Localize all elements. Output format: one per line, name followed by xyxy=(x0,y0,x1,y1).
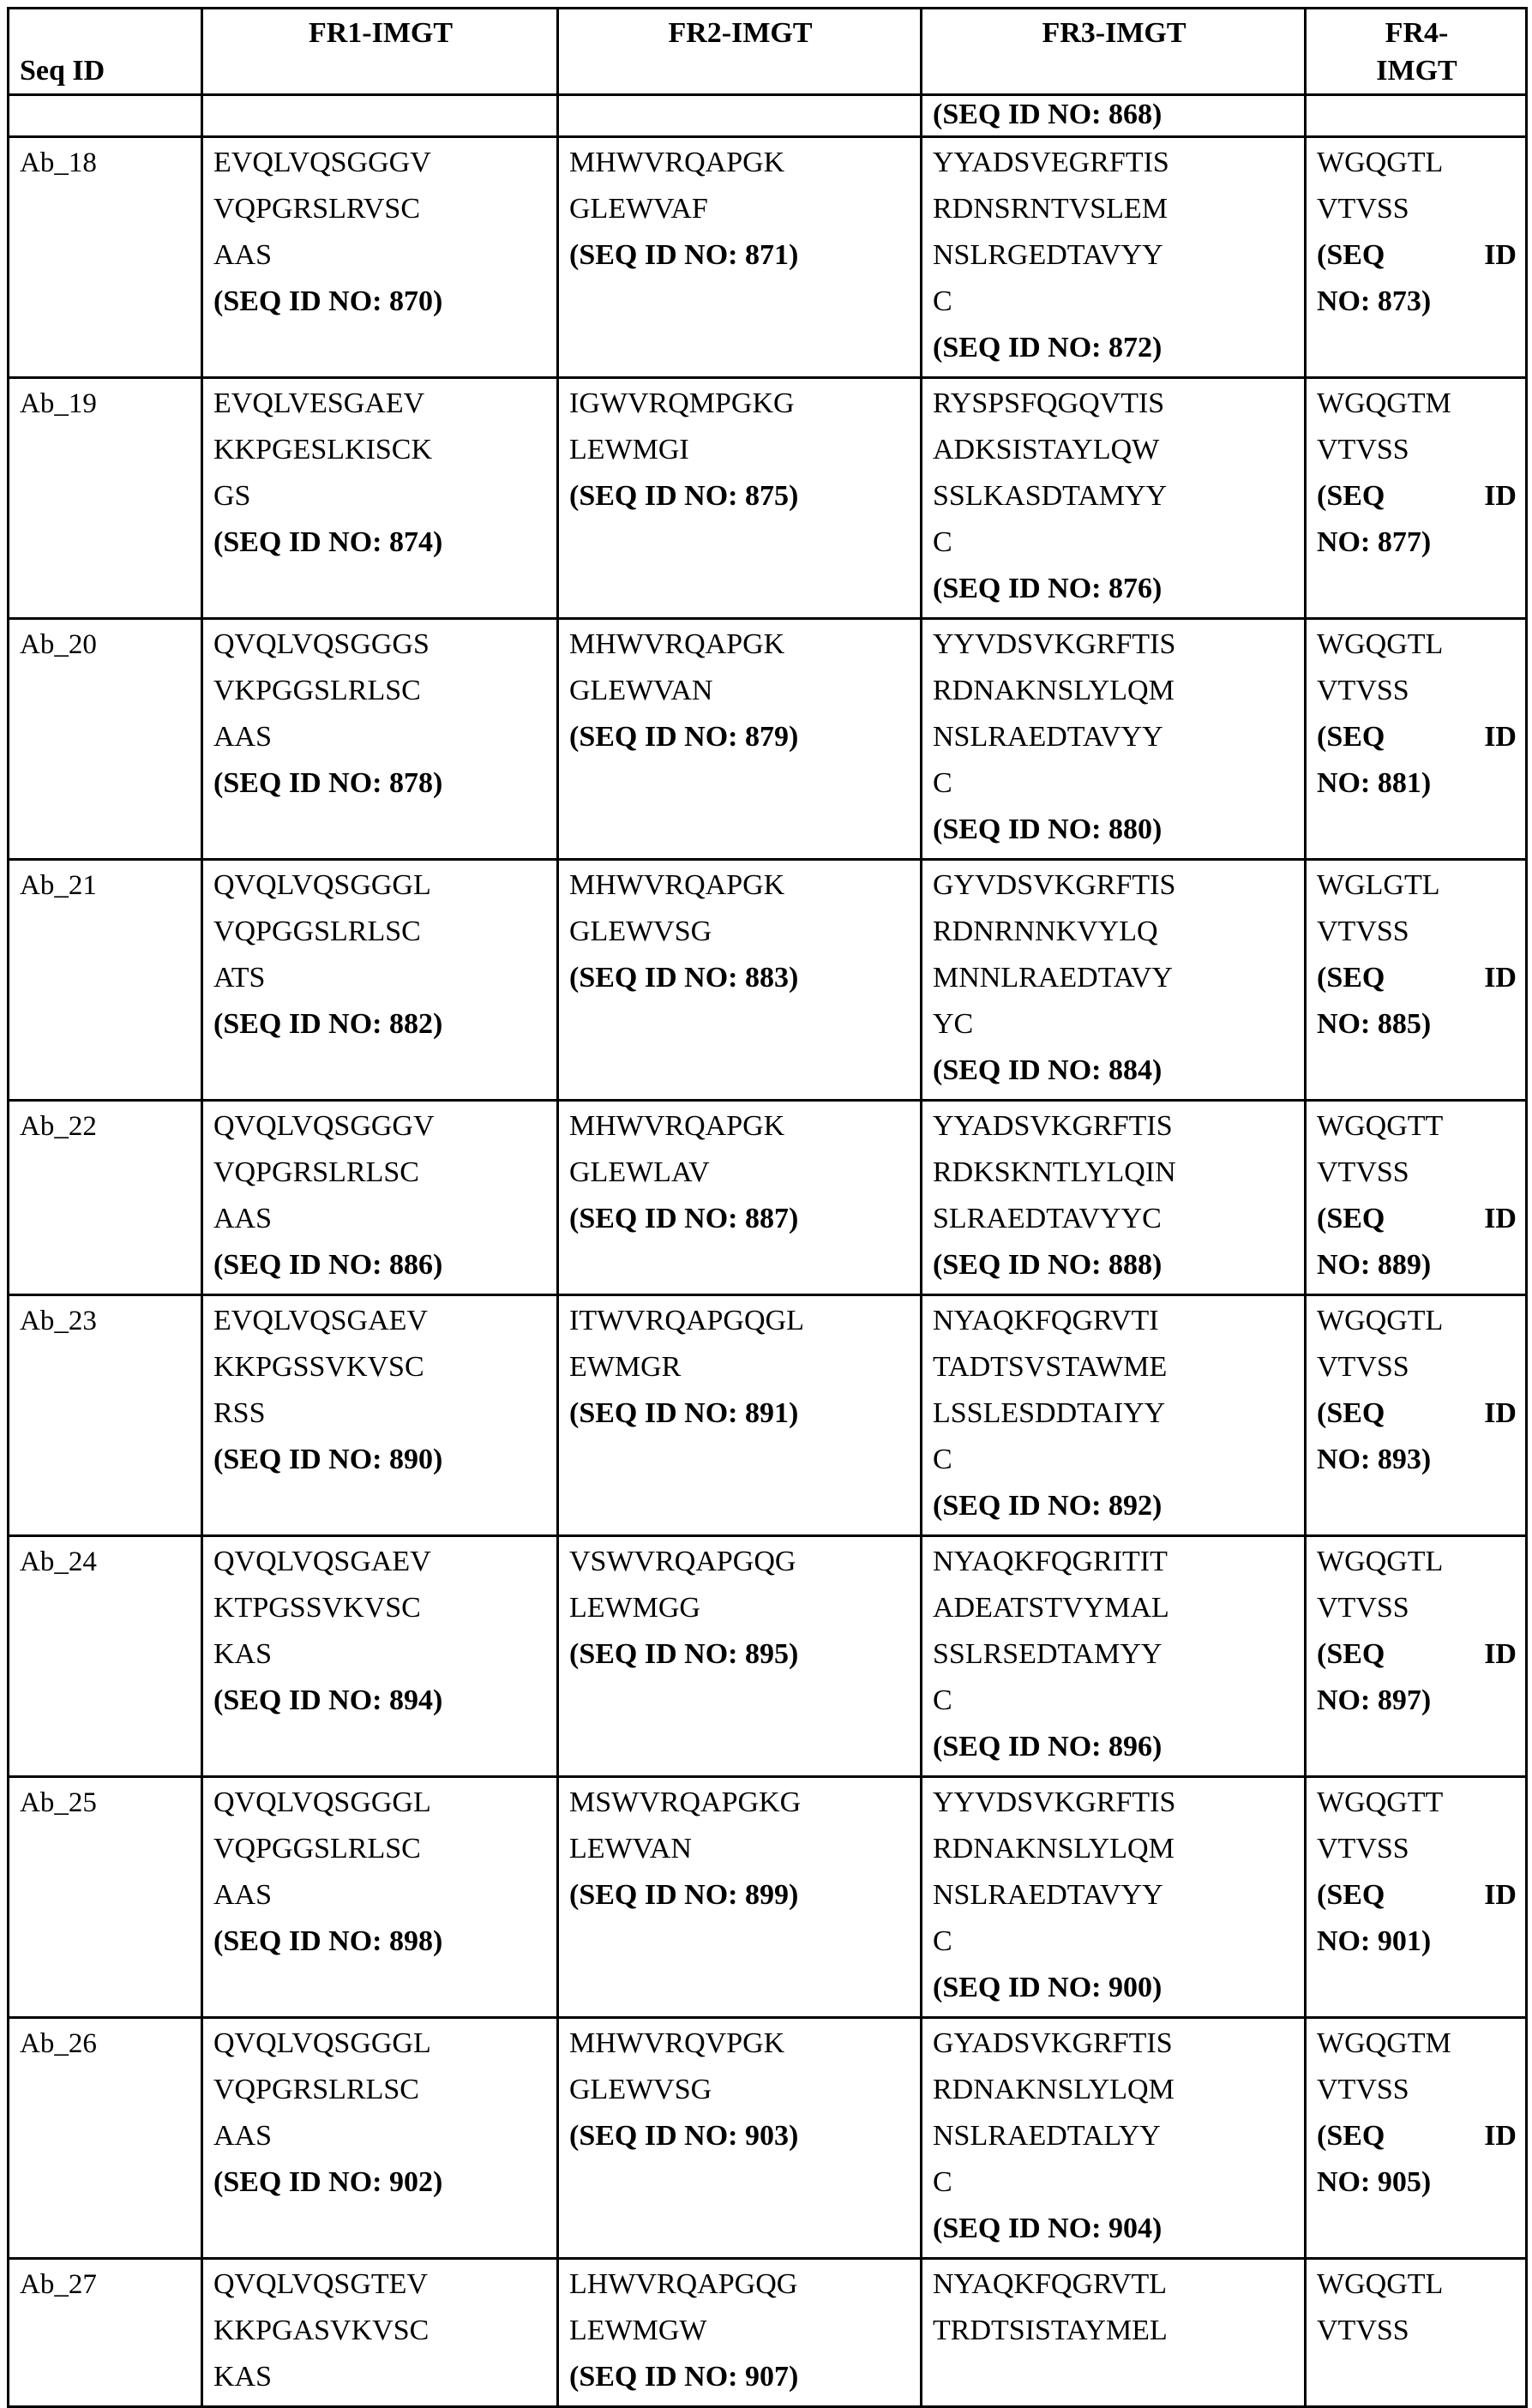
sequence-line: C xyxy=(933,526,952,558)
sequence-line: LEWVAN xyxy=(569,1833,692,1865)
fr1-cell xyxy=(202,2018,558,2259)
seq-id-no-line: (SEQ ID NO: 890) xyxy=(213,1444,443,1475)
seq-id-no-line: (SEQ ID NO: 904) xyxy=(933,2213,1163,2244)
sequence-line: EVQLVQSGAEV xyxy=(213,1305,428,1336)
sequence-line: EVQLVESGAEV xyxy=(213,387,425,419)
sequence-line: WGQGTM xyxy=(1317,387,1451,419)
sequence-line: MSWVRQAPGKG xyxy=(569,1786,802,1818)
fr3-cell xyxy=(922,1536,1306,1777)
sequence-line: GLEWVSG xyxy=(569,2074,712,2105)
sequence-line: TADTSVSTAWME xyxy=(933,1351,1168,1383)
sequence-line: VQPGGSLRLSC xyxy=(213,916,421,947)
fr2-cell xyxy=(558,95,922,137)
header-row xyxy=(9,9,1527,95)
sequence-line: GLEWVSG xyxy=(569,916,712,947)
sequence-line: RDKSKNTLYLQIN xyxy=(933,1156,1176,1188)
antibody-id: Ab_27 xyxy=(20,2269,97,2300)
fr4-cell xyxy=(1306,95,1527,137)
sequence-line: LSSLESDDTAIYY xyxy=(933,1397,1166,1429)
sequence-line: SLRAEDTAVYYC xyxy=(933,1203,1162,1234)
sequence-line: GLEWVAN xyxy=(569,675,713,706)
seq-id-no-line: (SEQ ID NO: 872) xyxy=(933,332,1163,363)
seq-id-no-line xyxy=(1317,232,1517,279)
sequence-line: VTVSS xyxy=(1317,434,1409,465)
fr2-cell xyxy=(558,619,922,860)
seq-id-no-fragment: ID xyxy=(1484,721,1517,753)
table-row xyxy=(9,2018,1527,2259)
seq-id-no-fragment: (SEQ xyxy=(1317,1879,1385,1911)
seq-id-no-line: NO: 881) xyxy=(1317,767,1432,799)
fr3-cell xyxy=(922,378,1306,619)
column-header-fr1 xyxy=(202,9,558,95)
seq-id-no-fragment: ID xyxy=(1484,2120,1517,2152)
table-row xyxy=(9,1101,1527,1295)
seq-id-no-line: (SEQ ID NO: 878) xyxy=(213,767,443,799)
fr4-cell xyxy=(1306,2259,1527,2407)
table-row xyxy=(9,2259,1527,2407)
seq-id-cell xyxy=(9,860,202,1101)
sequence-line: MHWVRQAPGK xyxy=(569,147,785,178)
sequence-line: MHWVRQVPGK xyxy=(569,2027,785,2059)
sequence-line: KKPGESLKISCK xyxy=(213,434,433,465)
seq-id-no-line: NO: 877) xyxy=(1317,526,1432,558)
sequence-line: KTPGSSVKVSC xyxy=(213,1592,421,1624)
seq-id-no-line xyxy=(1317,1390,1517,1437)
sequence-line: VKPGGSLRLSC xyxy=(213,675,421,706)
sequence-line: VTVSS xyxy=(1317,2074,1409,2105)
seq-id-no-fragment: ID xyxy=(1484,239,1517,271)
sequence-line: QVQLVQSGGGL xyxy=(213,869,431,901)
sequence-line: NSLRAEDTAVYY xyxy=(933,1879,1163,1911)
sequence-line: IGWVRQMPGKG xyxy=(569,387,795,419)
sequence-line: RDNAKNSLYLQM xyxy=(933,2074,1175,2105)
fr3-cell xyxy=(922,137,1306,378)
seq-id-no-line xyxy=(1317,714,1517,760)
sequence-line: RDNRNNKVYLQ xyxy=(933,916,1158,947)
seq-id-no-line: (SEQ ID NO: 880) xyxy=(933,814,1163,845)
sequence-line: VQPGGSLRLSC xyxy=(213,1833,421,1865)
table-row xyxy=(9,1777,1527,2018)
seq-id-no-line: (SEQ ID NO: 907) xyxy=(569,2361,799,2393)
sequence-line: QVQLVQSGGGL xyxy=(213,2027,431,2059)
seq-id-no-line: (SEQ ID NO: 899) xyxy=(569,1879,799,1911)
sequence-line: WGQGTT xyxy=(1317,1110,1444,1142)
antibody-id: Ab_22 xyxy=(20,1111,97,1142)
sequence-line: WGQGTM xyxy=(1317,2027,1451,2059)
sequence-line: YYVDSVKGRFTIS xyxy=(933,1786,1176,1818)
sequence-line: C xyxy=(933,285,952,317)
seq-id-no-line xyxy=(1317,473,1517,519)
sequence-line: C xyxy=(933,767,952,799)
sequence-line: AAS xyxy=(213,239,273,271)
sequence-line: GYVDSVKGRFTIS xyxy=(933,869,1176,901)
seq-id-no-fragment: ID xyxy=(1484,1203,1517,1234)
seq-id-cell xyxy=(9,2018,202,2259)
seq-id-no-line: (SEQ ID NO: 874) xyxy=(213,526,443,558)
seq-id-no-line: NO: 885) xyxy=(1317,1008,1432,1040)
fr3-cell xyxy=(922,1101,1306,1295)
sequence-line: MHWVRQAPGK xyxy=(569,1110,785,1142)
sequence-line: LEWMGI xyxy=(569,434,689,465)
seq-id-no-fragment: (SEQ xyxy=(1317,239,1385,271)
sequence-line: QVQLVQSGTEV xyxy=(213,2268,428,2300)
sequence-line: AAS xyxy=(213,1203,273,1234)
antibody-id: Ab_20 xyxy=(20,629,97,660)
sequence-table xyxy=(7,7,1528,2408)
fr1-cell xyxy=(202,137,558,378)
seq-id-no-line xyxy=(1317,1196,1517,1242)
fr4-cell xyxy=(1306,860,1527,1101)
seq-id-no-line: (SEQ ID NO: 868) xyxy=(933,99,1163,130)
sequence-line: WGQGTL xyxy=(1317,1305,1444,1336)
fr3-cell xyxy=(922,619,1306,860)
sequence-line: ADKSISTAYLQW xyxy=(933,434,1160,465)
seq-id-cell xyxy=(9,378,202,619)
fr4-cell xyxy=(1306,2018,1527,2259)
seq-id-no-line: (SEQ ID NO: 898) xyxy=(213,1925,443,1957)
seq-id-cell xyxy=(9,137,202,378)
sequence-line: RDNAKNSLYLQM xyxy=(933,675,1175,706)
antibody-id: Ab_21 xyxy=(20,870,97,901)
fr4-cell xyxy=(1306,1536,1527,1777)
sequence-line: C xyxy=(933,1684,952,1716)
column-header-fr3 xyxy=(922,9,1306,95)
seq-id-no-fragment: (SEQ xyxy=(1317,1638,1385,1670)
seq-id-cell xyxy=(9,1536,202,1777)
seq-id-no-line: (SEQ ID NO: 875) xyxy=(569,480,799,512)
seq-id-no-line: (SEQ ID NO: 871) xyxy=(569,239,799,271)
sequence-line: NSLRAEDTALYY xyxy=(933,2120,1161,2152)
seq-id-no-fragment: (SEQ xyxy=(1317,1203,1385,1234)
column-header-seq-id xyxy=(9,9,202,95)
fr4-cell xyxy=(1306,1101,1527,1295)
fr4-cell xyxy=(1306,137,1527,378)
sequence-line: VTVSS xyxy=(1317,675,1409,706)
fr1-cell xyxy=(202,378,558,619)
fr2-cell xyxy=(558,1536,922,1777)
seq-id-no-line: (SEQ ID NO: 892) xyxy=(933,1490,1163,1522)
seq-id-cell xyxy=(9,1101,202,1295)
sequence-line: VTVSS xyxy=(1317,1351,1409,1383)
antibody-id: Ab_18 xyxy=(20,147,97,178)
fr3-cell xyxy=(922,95,1306,137)
table-body xyxy=(9,95,1527,2407)
table-header xyxy=(9,9,1527,95)
sequence-line: VTVSS xyxy=(1317,1156,1409,1188)
seq-id-no-fragment: (SEQ xyxy=(1317,480,1385,512)
fr1-cell xyxy=(202,1101,558,1295)
seq-id-no-line: (SEQ ID NO: 870) xyxy=(213,285,443,317)
seq-id-no-fragment: (SEQ xyxy=(1317,2120,1385,2152)
seq-id-no-line: NO: 901) xyxy=(1317,1925,1432,1957)
fr3-cell xyxy=(922,2259,1306,2407)
fr2-cell xyxy=(558,2259,922,2407)
antibody-id: Ab_23 xyxy=(20,1306,97,1336)
sequence-line: WGQGTL xyxy=(1317,2268,1444,2300)
sequence-line: YC xyxy=(933,1008,974,1040)
sequence-line: VTVSS xyxy=(1317,1833,1409,1865)
sequence-line: C xyxy=(933,2166,952,2198)
seq-id-no-line: (SEQ ID NO: 894) xyxy=(213,1684,443,1716)
sequence-line: WGQGTL xyxy=(1317,1546,1444,1577)
antibody-id: Ab_19 xyxy=(20,388,97,419)
sequence-line: VQPGRSLRVSC xyxy=(213,193,421,225)
fr3-cell xyxy=(922,1777,1306,2018)
sequence-line: GLEWLAV xyxy=(569,1156,710,1188)
sequence-line: QVQLVQSGGGS xyxy=(213,628,430,660)
sequence-line: NYAQKFQGRITIT xyxy=(933,1546,1168,1577)
sequence-line: VTVSS xyxy=(1317,2315,1409,2346)
sequence-line: C xyxy=(933,1444,952,1475)
sequence-line: LEWMGG xyxy=(569,1592,700,1624)
sequence-line: RYSPSFQGQVTIS xyxy=(933,387,1165,419)
fr2-cell xyxy=(558,1777,922,2018)
sequence-line: VTVSS xyxy=(1317,1592,1409,1624)
fr3-cell xyxy=(922,2018,1306,2259)
seq-id-no-line: NO: 873) xyxy=(1317,285,1432,317)
seq-id-no-line: NO: 893) xyxy=(1317,1444,1432,1475)
sequence-line: GYADSVKGRFTIS xyxy=(933,2027,1173,2059)
table-row xyxy=(9,860,1527,1101)
sequence-line: AAS xyxy=(213,1879,273,1911)
seq-id-cell xyxy=(9,1777,202,2018)
sequence-line: VTVSS xyxy=(1317,193,1409,225)
fr2-cell xyxy=(558,2018,922,2259)
sequence-line: AAS xyxy=(213,2120,273,2152)
sequence-line: C xyxy=(933,1925,952,1957)
fr1-cell xyxy=(202,1295,558,1536)
seq-id-no-line: NO: 897) xyxy=(1317,1684,1432,1716)
column-header-line: FR3-IMGT xyxy=(1042,17,1187,49)
seq-id-no-line: (SEQ ID NO: 882) xyxy=(213,1008,443,1040)
seq-id-no-line: (SEQ ID NO: 888) xyxy=(933,1249,1163,1281)
fr1-cell xyxy=(202,860,558,1101)
fr2-cell xyxy=(558,860,922,1101)
sequence-line: QVQLVQSGGGV xyxy=(213,1110,435,1142)
fr3-cell xyxy=(922,860,1306,1101)
seq-id-cell xyxy=(9,2259,202,2407)
table-row xyxy=(9,137,1527,378)
sequence-line: MNNLRAEDTAVY xyxy=(933,962,1173,994)
antibody-id: Ab_25 xyxy=(20,1787,97,1818)
sequence-line: MHWVRQAPGK xyxy=(569,628,785,660)
seq-id-no-fragment: (SEQ xyxy=(1317,1397,1385,1429)
seq-id-no-line: (SEQ ID NO: 884) xyxy=(933,1054,1163,1086)
sequence-line: RDNSRNTVSLEM xyxy=(933,193,1168,225)
seq-id-no-fragment: (SEQ xyxy=(1317,721,1385,753)
sequence-line: NYAQKFQGRVTI xyxy=(933,1305,1159,1336)
seq-id-cell xyxy=(9,619,202,860)
fr3-cell xyxy=(922,1295,1306,1536)
column-header-line: FR4- xyxy=(1385,17,1449,49)
column-header-line: IMGT xyxy=(1376,55,1457,87)
sequence-line: YYADSVKGRFTIS xyxy=(933,1110,1173,1142)
sequence-line: KAS xyxy=(213,2361,273,2393)
sequence-line: KAS xyxy=(213,1638,273,1670)
fr1-cell xyxy=(202,1777,558,2018)
sequence-line: ATS xyxy=(213,962,266,994)
continuation-row xyxy=(9,95,1527,137)
column-header-line: FR2-IMGT xyxy=(668,17,813,49)
sequence-line: ADEATSTVYMAL xyxy=(933,1592,1169,1624)
sequence-line: RDNAKNSLYLQM xyxy=(933,1833,1175,1865)
sequence-line: ITWVRQAPGQGL xyxy=(569,1305,804,1336)
sequence-line: GS xyxy=(213,480,251,512)
sequence-line: SSLKASDTAMYY xyxy=(933,480,1168,512)
fr2-cell xyxy=(558,1295,922,1536)
seq-id-no-fragment: ID xyxy=(1484,1879,1517,1911)
sequence-line: WGQGTL xyxy=(1317,628,1444,660)
fr1-cell xyxy=(202,1536,558,1777)
sequence-line: NYAQKFQGRVTL xyxy=(933,2268,1168,2300)
seq-id-no-fragment: (SEQ xyxy=(1317,962,1385,994)
fr4-cell xyxy=(1306,1777,1527,2018)
sequence-line: YYADSVEGRFTIS xyxy=(933,147,1169,178)
seq-id-no-fragment: ID xyxy=(1484,962,1517,994)
seq-id-no-line: (SEQ ID NO: 895) xyxy=(569,1638,799,1670)
fr2-cell xyxy=(558,1101,922,1295)
seq-id-no-line: (SEQ ID NO: 876) xyxy=(933,573,1163,604)
seq-id-no-line xyxy=(1317,2113,1517,2159)
table-row xyxy=(9,1295,1527,1536)
seq-id-no-line: (SEQ ID NO: 903) xyxy=(569,2120,799,2152)
seq-id-no-line: (SEQ ID NO: 900) xyxy=(933,1972,1163,2003)
seq-id-cell xyxy=(9,95,202,137)
sequence-line: VTVSS xyxy=(1317,916,1409,947)
seq-id-no-line: NO: 889) xyxy=(1317,1249,1432,1281)
sequence-line: QVQLVQSGAEV xyxy=(213,1546,431,1577)
sequence-line: KKPGASVKVSC xyxy=(213,2315,430,2346)
sequence-line: VQPGRSLRLSC xyxy=(213,1156,419,1188)
table-row xyxy=(9,1536,1527,1777)
seq-id-no-fragment: ID xyxy=(1484,480,1517,512)
fr4-cell xyxy=(1306,378,1527,619)
fr2-cell xyxy=(558,137,922,378)
sequence-line: QVQLVQSGGGL xyxy=(213,1786,431,1818)
sequence-line: RSS xyxy=(213,1397,266,1429)
seq-id-no-line xyxy=(1317,1631,1517,1678)
sequence-line: LEWMGW xyxy=(569,2315,707,2346)
seq-id-no-line xyxy=(1317,1872,1517,1919)
seq-id-no-line xyxy=(1317,955,1517,1001)
fr4-cell xyxy=(1306,619,1527,860)
fr1-cell xyxy=(202,95,558,137)
sequence-line: VQPGRSLRLSC xyxy=(213,2074,419,2105)
seq-id-no-line: (SEQ ID NO: 896) xyxy=(933,1731,1163,1762)
seq-id-no-line: NO: 905) xyxy=(1317,2166,1432,2198)
sequence-line: EVQLVQSGGGV xyxy=(213,147,431,178)
seq-id-no-fragment: ID xyxy=(1484,1397,1517,1429)
sequence-line: WGLGTL xyxy=(1317,869,1440,901)
seq-id-no-fragment: ID xyxy=(1484,1638,1517,1670)
sequence-line: LHWVRQAPGQG xyxy=(569,2268,798,2300)
fr1-cell xyxy=(202,2259,558,2407)
sequence-line: NSLRAEDTAVYY xyxy=(933,721,1163,753)
fr4-cell xyxy=(1306,1295,1527,1536)
seq-id-no-line: (SEQ ID NO: 879) xyxy=(569,721,799,753)
seq-id-no-line: (SEQ ID NO: 902) xyxy=(213,2166,443,2198)
sequence-line: WGQGTT xyxy=(1317,1786,1444,1818)
sequence-line: MHWVRQAPGK xyxy=(569,869,785,901)
sequence-line: YYVDSVKGRFTIS xyxy=(933,628,1176,660)
column-header-line: FR1-IMGT xyxy=(308,17,454,49)
antibody-id: Ab_26 xyxy=(20,2028,97,2059)
column-header-line: Seq ID xyxy=(20,55,105,87)
antibody-id: Ab_24 xyxy=(20,1546,97,1577)
table-row xyxy=(9,378,1527,619)
sequence-line: GLEWVAF xyxy=(569,193,708,225)
column-header-fr4 xyxy=(1306,9,1527,95)
seq-id-no-line: (SEQ ID NO: 886) xyxy=(213,1249,443,1281)
seq-id-no-line: (SEQ ID NO: 887) xyxy=(569,1203,799,1234)
seq-id-no-line: (SEQ ID NO: 883) xyxy=(569,962,799,994)
fr2-cell xyxy=(558,378,922,619)
column-header-fr2 xyxy=(558,9,922,95)
sequence-line: AAS xyxy=(213,721,273,753)
fr1-cell xyxy=(202,619,558,860)
sequence-line: NSLRGEDTAVYY xyxy=(933,239,1163,271)
sequence-line: SSLRSEDTAMYY xyxy=(933,1638,1163,1670)
sequence-line: WGQGTL xyxy=(1317,147,1444,178)
seq-id-no-line: (SEQ ID NO: 891) xyxy=(569,1397,799,1429)
table-row xyxy=(9,619,1527,860)
sequence-line: KKPGSSVKVSC xyxy=(213,1351,424,1383)
seq-id-cell xyxy=(9,1295,202,1536)
sequence-line: TRDTSISTAYMEL xyxy=(933,2315,1168,2346)
sequence-line: EWMGR xyxy=(569,1351,682,1383)
sequence-line: VSWVRQAPGQG xyxy=(569,1546,796,1577)
